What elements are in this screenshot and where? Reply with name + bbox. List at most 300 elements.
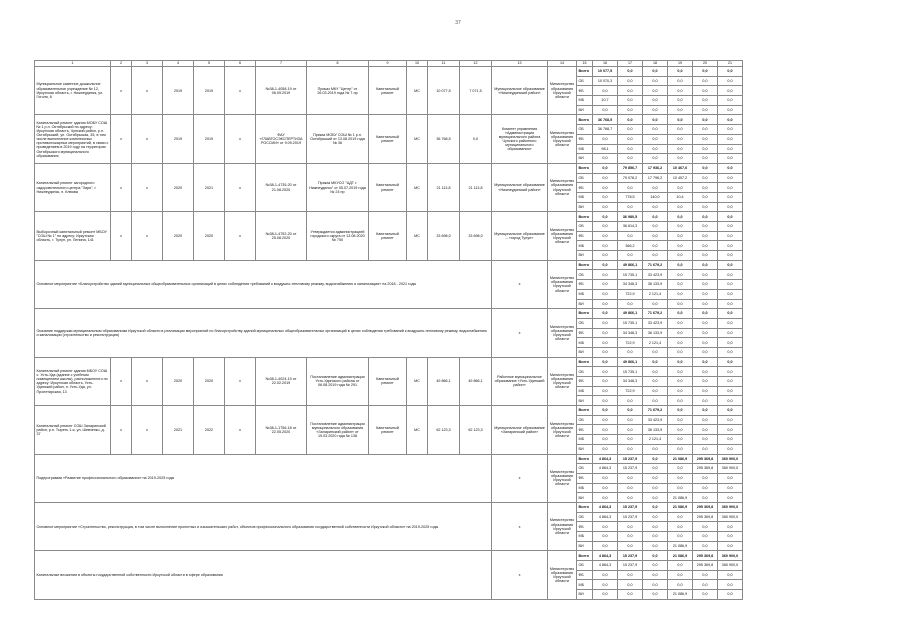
table-cell: 0,0: [718, 270, 743, 280]
funding-source-cell: Всего: [577, 212, 593, 222]
table-cell: 0,0: [668, 328, 693, 338]
table-cell: 0,0: [643, 473, 668, 483]
table-cell: 0,0: [693, 76, 718, 86]
table-cell: 0,0: [718, 173, 743, 183]
table-cell: 0,0: [718, 425, 743, 435]
funding-source-cell: МБ: [577, 386, 593, 396]
object-name-cell: Капитальный ремонт здания МБОУ СОШ с. Усть-Уда (здание с учебным помещением школы), расположенного по адресу: Иркутская область, Усть-Удинский район, п. Усть-Уда, ул. Пролетарская, 13: [35, 357, 111, 405]
table-cell: 722,9: [618, 386, 643, 396]
table-cell: 0,0: [643, 522, 668, 532]
table-cell: 10 077,5: [593, 67, 618, 77]
table-cell: 71 679,2: [643, 309, 668, 319]
table-cell: 0,0: [643, 357, 668, 367]
funding-source-cell: МБ: [577, 241, 593, 251]
table-cell: МС: [407, 406, 428, 454]
table-cell: 0,0: [693, 299, 718, 309]
object-name-cell: Выборочный капитальный ремонт МБОУ "СОШ № 1" по адресу: Иркутская область, г. Тулун, ул. Ленина, 141: [35, 212, 111, 260]
table-cell: 0,0: [718, 338, 743, 348]
table-cell: 0,0: [593, 192, 618, 202]
funding-source-cell: МБ: [577, 192, 593, 202]
table-cell: 0,0: [593, 231, 618, 241]
table-cell: 0,0: [643, 231, 668, 241]
table-cell: х: [225, 212, 256, 260]
table-cell: 71 679,2: [643, 406, 668, 416]
object-name-cell: Капитальный ремонт здания МОБУ СОШ № 1 р.п. Октябрьский по адресу: Иркутская область, Чунский район, р.п. Октябрьский, ул. Октябрьская, 35, в том числе выполнение комплексных противопожарных мероприятий, в связи с проведением в 2019 году на территории Октябрьского муниципального образования: [35, 115, 111, 163]
table-cell: 0,0: [643, 561, 668, 571]
table-cell: 15 237,9: [618, 561, 643, 571]
table-cell: 0,0: [668, 86, 693, 96]
col-header: 8: [307, 61, 369, 67]
table-cell: Муниципальное образование – «город Тулун»: [492, 212, 548, 260]
col-header: 7: [256, 61, 307, 67]
table-cell: х: [132, 357, 163, 405]
table-cell: 0,0: [668, 222, 693, 232]
table-cell: 0,0: [718, 377, 743, 387]
table-cell: 778,5: [618, 192, 643, 202]
table-cell: 0,0: [668, 154, 693, 164]
table-cell: 21 086,9: [668, 493, 693, 503]
table-cell: 295 369,8: [693, 512, 718, 522]
table-cell: 10 077,5: [428, 67, 460, 115]
table-cell: 33 423,9: [643, 318, 668, 328]
table-cell: Капитальный ремонт: [369, 163, 407, 211]
table-cell: 0,0: [718, 473, 743, 483]
funding-source-cell: ВИ: [577, 347, 593, 357]
table-cell: Капитальный ремонт: [369, 406, 407, 454]
table-cell: 0,0: [643, 202, 668, 212]
table-cell: Министерство образования Иркутской области: [548, 115, 577, 163]
table-cell: 21 113,8: [428, 163, 460, 211]
table-cell: 140,0: [643, 192, 668, 202]
table-cell: 0,0: [593, 202, 618, 212]
table-cell: 7 071,5: [460, 67, 492, 115]
col-header: 9: [369, 61, 407, 67]
table-cell: 0,0: [643, 512, 668, 522]
table-cell: 0,0: [618, 493, 643, 503]
table-cell: 0,0: [643, 483, 668, 493]
table-cell: 0,0: [718, 367, 743, 377]
funding-source-cell: ВИ: [577, 396, 593, 406]
table-cell: 15 237,9: [618, 512, 643, 522]
table-cell: 36 133,9: [643, 280, 668, 290]
table-cell: 0,0: [693, 415, 718, 425]
table-cell: х: [225, 357, 256, 405]
table-cell: 0,0: [718, 444, 743, 454]
col-header: 4: [163, 61, 194, 67]
table-cell: 0,0: [693, 231, 718, 241]
table-cell: 0,0: [643, 67, 668, 77]
funding-source-cell: ОБ: [577, 222, 593, 232]
table-cell: 0,0: [643, 125, 668, 135]
table-cell: 360 900,0: [718, 464, 743, 474]
table-cell: 0,0: [643, 134, 668, 144]
table-cell: 0,0: [668, 134, 693, 144]
funding-source-cell: МБ: [577, 435, 593, 445]
table-cell: 2022: [194, 406, 225, 454]
funding-source-cell: МБ: [577, 338, 593, 348]
table-cell: 0,0: [618, 580, 643, 590]
table-cell: 0,0: [693, 96, 718, 106]
table-cell: х: [111, 212, 132, 260]
table-cell: 0,0: [460, 115, 492, 163]
table-cell: 0,0: [593, 328, 618, 338]
table-cell: 49 866,1: [618, 309, 643, 319]
table-cell: 0,0: [668, 512, 693, 522]
funding-source-cell: Всего: [577, 357, 593, 367]
table-cell: 0,0: [593, 260, 618, 270]
table-cell: 0,0: [593, 367, 618, 377]
table-cell: 0,0: [593, 241, 618, 251]
table-row: [35, 406, 743, 416]
table-cell: 0,0: [668, 338, 693, 348]
funding-source-cell: ОБ: [577, 173, 593, 183]
funding-source-cell: ОБ: [577, 125, 593, 135]
table-cell: МС: [407, 163, 428, 211]
table-cell: 0,0: [593, 338, 618, 348]
table-cell: 0,0: [643, 541, 668, 551]
table-cell: 0,0: [693, 396, 718, 406]
table-cell: 0,0: [618, 115, 643, 125]
table-cell: 21 086,9: [668, 541, 693, 551]
table-cell: Постановление администрации Усть-Удинского района от 06.08.2019 года № 291: [307, 357, 369, 405]
table-cell: 0,0: [593, 532, 618, 542]
table-cell: х: [132, 163, 163, 211]
table-cell: 0,0: [618, 105, 643, 115]
table-cell: 0,0: [668, 386, 693, 396]
table-cell: 0,0: [618, 570, 643, 580]
table-cell: МС: [407, 357, 428, 405]
table-cell: 0,0: [718, 105, 743, 115]
table-cell: 0,0: [693, 241, 718, 251]
table-cell: 0,0: [718, 415, 743, 425]
table-cell: х: [111, 115, 132, 163]
table-row: [35, 454, 743, 464]
funding-source-cell: МБ: [577, 144, 593, 154]
table-body: [35, 61, 743, 600]
table-cell: 0,0: [593, 435, 618, 445]
table-cell: 0,0: [718, 299, 743, 309]
table-cell: 0,0: [618, 483, 643, 493]
table-cell: 0,0: [693, 367, 718, 377]
table-cell: 33 698,0: [460, 212, 492, 260]
table-cell: 366,2: [618, 241, 643, 251]
table-cell: 0,0: [643, 532, 668, 542]
table-cell: 17 796,2: [643, 173, 668, 183]
table-cell: 2 121,4: [643, 435, 668, 445]
table-cell: 0,0: [668, 96, 693, 106]
table-cell: Министерство образования Иркутской области: [548, 551, 577, 599]
table-cell: 0,0: [693, 580, 718, 590]
table-cell: 0,0: [668, 67, 693, 77]
table-cell: 0,0: [618, 202, 643, 212]
table-cell: 0,0: [718, 493, 743, 503]
table-cell: 0,0: [618, 522, 643, 532]
table-cell: 0,0: [618, 541, 643, 551]
table-cell: 0,0: [643, 241, 668, 251]
funding-source-cell: ОБ: [577, 76, 593, 86]
funding-source-cell: ФБ: [577, 86, 593, 96]
table-cell: 2021: [163, 406, 194, 454]
table-cell: 0,0: [718, 280, 743, 290]
table-cell: 0,0: [718, 386, 743, 396]
table-cell: 0,0: [618, 96, 643, 106]
table-cell: 21 086,9: [668, 590, 693, 600]
table-cell: 49 866,1: [618, 357, 643, 367]
table-cell: 0,0: [593, 570, 618, 580]
table-cell: Районное муниципальное образование «Усть-Удинский район»: [492, 357, 548, 405]
table-cell: 0,0: [643, 154, 668, 164]
table-cell: 0,0: [643, 502, 668, 512]
table-cell: х: [111, 357, 132, 405]
table-cell: 2020: [194, 357, 225, 405]
table-cell: 0,0: [618, 183, 643, 193]
col-header: 15: [577, 61, 593, 67]
funding-source-cell: ОБ: [577, 318, 593, 328]
funding-source-cell: ВИ: [577, 251, 593, 261]
table-cell: 0,0: [668, 377, 693, 387]
table-cell: х: [225, 67, 256, 115]
funding-source-cell: ВИ: [577, 541, 593, 551]
table-cell: 0,0: [718, 231, 743, 241]
funding-source-cell: ВИ: [577, 444, 593, 454]
table-cell: 0,0: [618, 144, 643, 154]
table-cell: 0,0: [593, 425, 618, 435]
table-cell: 0,0: [643, 386, 668, 396]
table-cell: Муниципальное образование «Нижнеудинский район»: [492, 67, 548, 115]
table-cell: 0,0: [618, 154, 643, 164]
table-cell: ФАУ «ГЛАВГОСЭКСПЕРТИЗА РОССИИ» от 9.09.2019: [256, 115, 307, 163]
table-cell: 36 768,5: [593, 115, 618, 125]
table-cell: х: [225, 406, 256, 454]
table-cell: 0,0: [718, 357, 743, 367]
col-header: 6: [225, 61, 256, 67]
funding-source-cell: ОБ: [577, 512, 593, 522]
funding-source-cell: ВИ: [577, 299, 593, 309]
table-cell: 15 237,9: [618, 502, 643, 512]
table-cell: 360 900,0: [718, 561, 743, 571]
funding-source-cell: ВИ: [577, 105, 593, 115]
table-cell: 0,0: [693, 134, 718, 144]
col-header: 21: [718, 61, 743, 67]
table-cell: 2019: [194, 115, 225, 163]
table-cell: 0,0: [718, 318, 743, 328]
table-cell: 2 121,4: [643, 338, 668, 348]
funding-source-cell: МБ: [577, 289, 593, 299]
table-cell: Муниципальное образование «Заларинский район»: [492, 406, 548, 454]
table-cell: 0,0: [693, 163, 718, 173]
table-cell: 0,0: [593, 251, 618, 261]
table-cell: 295 369,8: [693, 454, 718, 464]
table-cell: 0,0: [668, 251, 693, 261]
table-cell: 0,0: [693, 328, 718, 338]
table-cell: 0,0: [693, 541, 718, 551]
table-cell: 0,0: [593, 105, 618, 115]
table-cell: 0,0: [643, 551, 668, 561]
table-cell: 34 348,3: [618, 280, 643, 290]
table-cell: 0,0: [668, 522, 693, 532]
table-cell: 295 369,8: [693, 464, 718, 474]
table-cell: 0,0: [693, 144, 718, 154]
table-cell: 0,0: [593, 318, 618, 328]
table-cell: 0,0: [718, 86, 743, 96]
table-cell: 0,0: [593, 415, 618, 425]
table-cell: 10 070,3: [593, 76, 618, 86]
table-cell: 295 369,8: [693, 551, 718, 561]
table-cell: х: [492, 260, 548, 308]
funding-source-cell: ОБ: [577, 367, 593, 377]
table-cell: 21 086,9: [668, 502, 693, 512]
table-cell: 4 864,3: [593, 454, 618, 464]
funding-source-cell: Всего: [577, 163, 593, 173]
col-header: 1: [35, 61, 111, 67]
table-cell: 0,0: [668, 212, 693, 222]
table-cell: №38-1-4735-20 от 21.08.2020: [256, 163, 307, 211]
table-cell: 15 735,1: [618, 367, 643, 377]
object-name-cell: Основное мероприятие «Строительство, реконструкция, в том числе выполнение проектных и изыскательских работ, объектов профессионального образования государственной собственности Иркутской области» на 2019-2025 годы: [35, 502, 492, 550]
table-cell: 0,0: [718, 532, 743, 542]
table-cell: 10,4: [668, 192, 693, 202]
table-cell: 0,0: [618, 125, 643, 135]
table-cell: 0,0: [718, 183, 743, 193]
table-cell: 0,0: [668, 367, 693, 377]
col-header: 18: [643, 61, 668, 67]
table-cell: 0,0: [593, 347, 618, 357]
table-cell: Министерство образования Иркутской области: [548, 406, 577, 454]
col-header: 20: [693, 61, 718, 67]
table-cell: 2020: [163, 163, 194, 211]
table-cell: 0,0: [693, 493, 718, 503]
table-cell: 0,0: [693, 222, 718, 232]
table-cell: 0,0: [643, 144, 668, 154]
table-cell: 0,0: [718, 222, 743, 232]
table-cell: 722,9: [618, 289, 643, 299]
table-cell: 360 900,0: [718, 502, 743, 512]
table-cell: Приказ МКУСО "ЦДТ г. Нижнеудинск" от 05.07.2019 года № 24 пр: [307, 163, 369, 211]
table-cell: 49 866,1: [618, 260, 643, 270]
table-row: [35, 551, 743, 561]
funding-source-cell: Всего: [577, 67, 593, 77]
table-cell: 4 864,3: [593, 502, 618, 512]
funding-source-cell: ВИ: [577, 154, 593, 164]
table-cell: х: [111, 67, 132, 115]
object-name-cell: Основное мероприятие «Благоустройство зданий муниципальных общеобразовательных организаций в целях соблюдения требований к воздушно-тепловому режиму, водоснабжению и канализации» на 2018 - 2021 годы: [35, 260, 492, 308]
table-cell: 0,0: [618, 444, 643, 454]
table-cell: 62 123,3: [428, 406, 460, 454]
table-cell: 0,0: [718, 96, 743, 106]
table-cell: 0,0: [618, 425, 643, 435]
table-cell: 360 900,0: [718, 454, 743, 464]
table-cell: 0,0: [668, 483, 693, 493]
table-cell: 0,0: [668, 260, 693, 270]
funding-source-cell: МБ: [577, 483, 593, 493]
table-row: [35, 212, 743, 222]
table-cell: 0,0: [643, 299, 668, 309]
table-cell: 0,0: [593, 299, 618, 309]
table-cell: 0,0: [668, 231, 693, 241]
table-cell: 98,1: [593, 144, 618, 154]
table-cell: Министерство образования Иркутской области: [548, 357, 577, 405]
table-cell: 0,0: [668, 444, 693, 454]
table-cell: 360 900,0: [718, 551, 743, 561]
table-cell: 0,0: [693, 483, 718, 493]
table-cell: 0,0: [693, 125, 718, 135]
table-cell: 0,0: [593, 473, 618, 483]
table-cell: 21 086,9: [668, 454, 693, 464]
funding-source-cell: Всего: [577, 454, 593, 464]
table-cell: 0,0: [618, 415, 643, 425]
table-cell: 0,0: [693, 473, 718, 483]
col-header: 16: [593, 61, 618, 67]
table-cell: 0,0: [668, 473, 693, 483]
table-cell: 0,0: [693, 67, 718, 77]
table-cell: Министерство образования Иркутской области: [548, 454, 577, 502]
table-cell: 0,0: [693, 444, 718, 454]
table-cell: 0,0: [718, 144, 743, 154]
table-cell: 4 864,3: [593, 551, 618, 561]
col-header: 14: [548, 61, 577, 67]
table-cell: 0,0: [693, 202, 718, 212]
table-cell: Комитет управления «Администрация муниципального района Чунского районного муниципального образования»: [492, 115, 548, 163]
table-cell: Капитальный ремонт: [369, 67, 407, 115]
table-cell: 2019: [163, 115, 194, 163]
table-row: [35, 309, 743, 319]
table-cell: 0,0: [693, 289, 718, 299]
table-cell: 0,0: [718, 590, 743, 600]
funding-source-cell: ФБ: [577, 134, 593, 144]
table-cell: 0,0: [668, 570, 693, 580]
table-cell: 15 237,9: [618, 454, 643, 464]
table-cell: х: [225, 163, 256, 211]
funding-source-cell: ФБ: [577, 328, 593, 338]
table-cell: х: [132, 115, 163, 163]
funding-source-cell: ФБ: [577, 522, 593, 532]
table-cell: 0,0: [643, 590, 668, 600]
table-cell: 0,0: [643, 212, 668, 222]
table-cell: 0,0: [593, 173, 618, 183]
table-cell: 34 348,3: [618, 328, 643, 338]
table-cell: 0,0: [618, 134, 643, 144]
table-cell: 0,0: [668, 125, 693, 135]
funding-source-cell: МБ: [577, 532, 593, 542]
funding-source-cell: ВИ: [577, 590, 593, 600]
table-cell: 0,0: [693, 154, 718, 164]
table-cell: Министерство образования Иркутской области: [548, 163, 577, 211]
table-cell: МС: [407, 67, 428, 115]
funding-source-cell: ФБ: [577, 425, 593, 435]
table-cell: 0,0: [618, 590, 643, 600]
col-header: 5: [194, 61, 225, 67]
table-cell: 49 866,1: [428, 357, 460, 405]
object-name-cell: Капитальный ремонт загородного оздоровительного центра "Заря", г. Нижнеудинск, п. Клюква: [35, 163, 111, 211]
table-cell: 0,0: [593, 483, 618, 493]
table-cell: 0,0: [693, 347, 718, 357]
table-cell: 0,0: [643, 464, 668, 474]
col-header: 12: [460, 61, 492, 67]
table-cell: 0,0: [693, 115, 718, 125]
table-cell: 49 866,1: [460, 357, 492, 405]
table-cell: 0,0: [593, 580, 618, 590]
table-cell: х: [492, 309, 548, 357]
table-cell: 0,0: [693, 532, 718, 542]
table-cell: 0,0: [668, 532, 693, 542]
table-cell: 0,0: [643, 105, 668, 115]
table-cell: 0,0: [718, 251, 743, 261]
table-cell: 0,0: [618, 473, 643, 483]
table-cell: 0,0: [593, 493, 618, 503]
table-cell: 0,0: [593, 270, 618, 280]
table-cell: 0,0: [593, 86, 618, 96]
table-cell: 0,0: [718, 125, 743, 135]
